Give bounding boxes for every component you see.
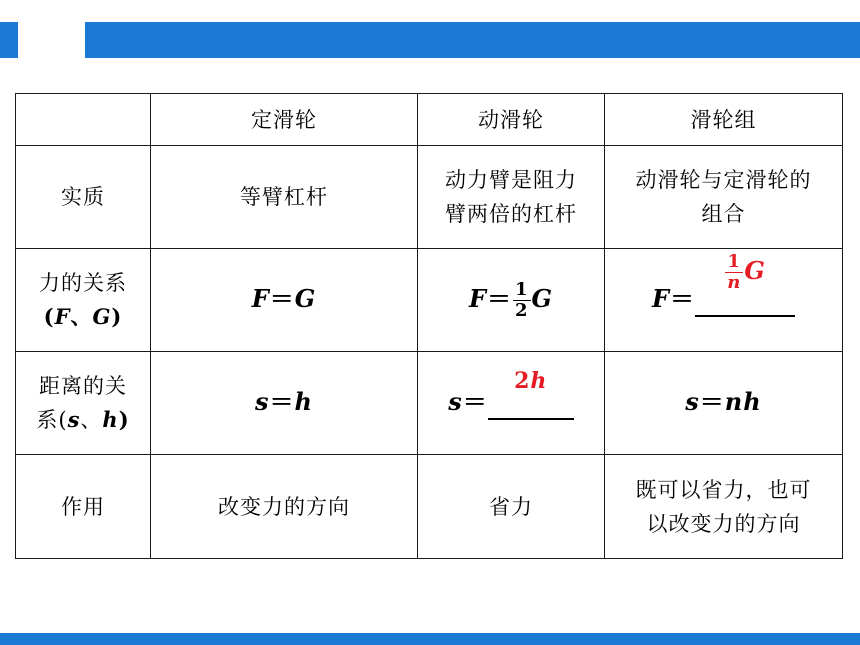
header-accent-block — [0, 22, 18, 58]
symbol-G: G — [744, 256, 766, 285]
separator: 、 — [70, 304, 93, 329]
essence-group-line2: 组合 — [701, 202, 746, 226]
corner-cell — [16, 94, 151, 146]
force-label-line1: 力的关系 — [39, 271, 127, 295]
row-label-use: 作用 — [16, 455, 151, 559]
header-bar — [85, 22, 860, 58]
blank-line — [695, 291, 795, 317]
fraction-numerator: 1 — [725, 252, 743, 273]
row-label-distance — [16, 352, 151, 455]
equals-sign: ＝ — [269, 387, 295, 416]
symbol-F: F — [468, 283, 487, 313]
symbol-h: h — [294, 387, 313, 416]
answer-2h — [488, 368, 574, 394]
symbol-F: F — [251, 284, 270, 313]
symbol-s: s — [67, 407, 81, 432]
force-row — [16, 249, 843, 352]
equals-sign: ＝ — [462, 387, 488, 416]
answer-coefficient: 2 — [514, 368, 531, 394]
force-group-formula — [651, 251, 795, 313]
symbol-F: F — [54, 304, 71, 329]
blank-line — [488, 394, 574, 420]
equals-sign: ＝ — [670, 284, 696, 313]
symbol-nh: nh — [724, 387, 762, 416]
fraction-numerator: 1 — [515, 278, 529, 300]
equals-sign: ＝ — [269, 284, 295, 313]
paren-open: ( — [43, 304, 55, 329]
force-fixed-formula — [252, 284, 317, 313]
paren-close: ) — [111, 304, 123, 329]
symbol-G: G — [531, 283, 554, 313]
essence-group-line1: 动滑轮与定滑轮的 — [635, 168, 812, 192]
distance-group-formula — [685, 387, 761, 416]
header-pulley-block: 滑轮组 — [605, 94, 843, 146]
distance-row — [16, 352, 843, 455]
answer-blank — [488, 368, 574, 420]
equals-sign: ＝ — [699, 387, 725, 416]
header-fixed-pulley: 定滑轮 — [151, 94, 418, 146]
force-group — [605, 249, 843, 352]
symbol-G: G — [92, 304, 112, 329]
distance-fixed — [151, 352, 418, 455]
distance-movable — [418, 352, 605, 455]
pulley-comparison-table — [15, 93, 843, 559]
distance-fixed-formula — [255, 387, 313, 416]
header-movable-pulley: 动滑轮 — [418, 94, 605, 146]
fraction-one-half — [513, 280, 531, 321]
symbol-G: G — [294, 284, 317, 313]
symbol-s: s — [685, 387, 700, 416]
use-row — [16, 455, 843, 559]
use-group-line1: 既可以省力，也可 — [635, 477, 812, 502]
paren-close: ) — [118, 407, 130, 432]
force-movable-formula — [468, 278, 554, 321]
fraction-denominator: n — [727, 272, 742, 293]
force-movable — [418, 249, 605, 352]
essence-movable — [418, 146, 605, 249]
symbol-s: s — [448, 387, 463, 416]
symbol-h: h — [530, 368, 548, 394]
fraction-one-over-n — [725, 252, 743, 293]
essence-movable-line1: 动力臂是阻力 — [445, 168, 577, 192]
essence-fixed: 等臂杠杆 — [151, 146, 418, 249]
label-prefix: 系( — [36, 408, 68, 432]
footer-bar — [0, 633, 860, 645]
answer-one-over-n-G — [695, 252, 795, 293]
use-fixed: 改变力的方向 — [151, 455, 418, 559]
use-group — [605, 455, 843, 559]
essence-movable-line2: 臂两倍的杠杆 — [445, 202, 577, 226]
row-label-essence: 实质 — [16, 146, 151, 249]
equals-sign: ＝ — [487, 283, 512, 313]
row-label-force — [16, 249, 151, 352]
distance-label-line2 — [16, 403, 150, 437]
symbol-s: s — [255, 387, 270, 416]
fraction-denominator: 2 — [515, 299, 529, 321]
force-label-line2 — [16, 300, 150, 334]
separator: 、 — [80, 408, 103, 432]
header-row — [16, 94, 843, 146]
force-fixed — [151, 249, 418, 352]
symbol-F: F — [651, 284, 671, 313]
symbol-h: h — [102, 407, 119, 432]
answer-blank — [695, 251, 795, 317]
use-group-line2: 以改变力的方向 — [646, 511, 801, 536]
distance-label-line1: 距离的关 — [39, 374, 127, 398]
use-movable: 省力 — [418, 455, 605, 559]
essence-group — [605, 146, 843, 249]
distance-movable-formula — [448, 368, 574, 416]
essence-row — [16, 146, 843, 249]
distance-group — [605, 352, 843, 455]
